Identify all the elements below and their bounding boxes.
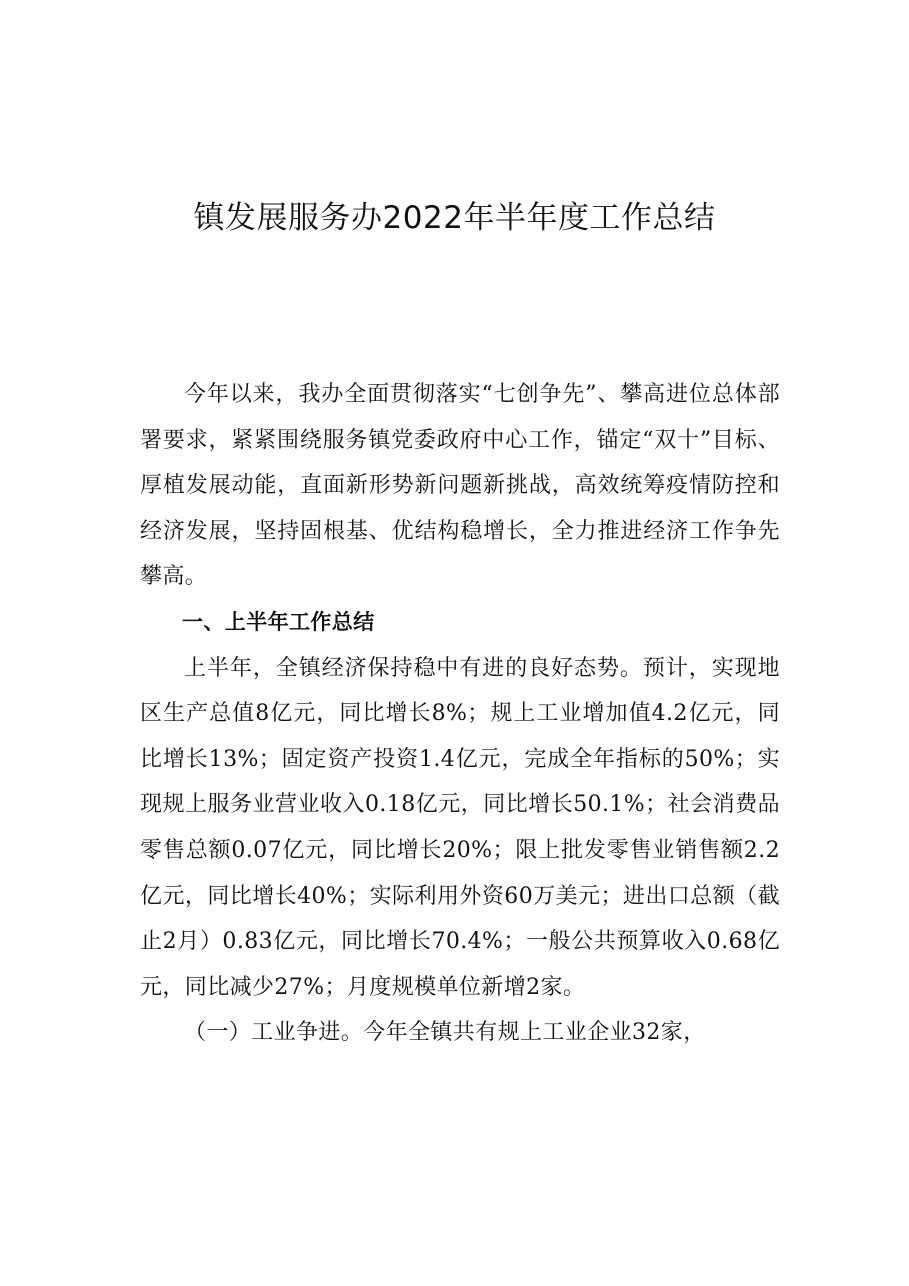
document-title: 镇发展服务办2022年半年度工作总结 [193,200,716,236]
industry-paragraph: （一）工业争进。今年全镇共有规上工业企业32家， [184,1020,706,1046]
document-body [140,372,780,1056]
section-heading: 一、上半年工作总结 [182,609,375,634]
intro-paragraph: 今年以来，我办全面贯彻落实“七创争先”、攀高进位总体部署要求，紧紧围绕服务镇党委政府中心工作，锚定“双十”目标、厚植发展动能，直面新形势新问题新挑战，高效统筹疫情防控和经济发展，坚持固根基、优结构稳增长，全力推进经济工作争先攀高。 [140,382,780,590]
summary-paragraph: 上半年，全镇经济保持稳中有进的良好态势。预计，实现地区生产总值8亿元，同比增长8%；规上工业增加值4.2亿元，同比增长13%；固定资产投资1.4亿元，完成全年指标的50%；实现规上服务业营业收入0.18亿元，同比增长50.1%；社会消费品零售总额0.07亿元，同比增长20%；限上批发零售业销售额2.2亿元，同比增长40%；实际利用外资60万美元；进出口总额（截止2月）0.83亿元，同比增长70.4%；一般公共预算收入0.68亿元，同比减少27%；月度规模单位新增2家。 [140,655,780,1000]
